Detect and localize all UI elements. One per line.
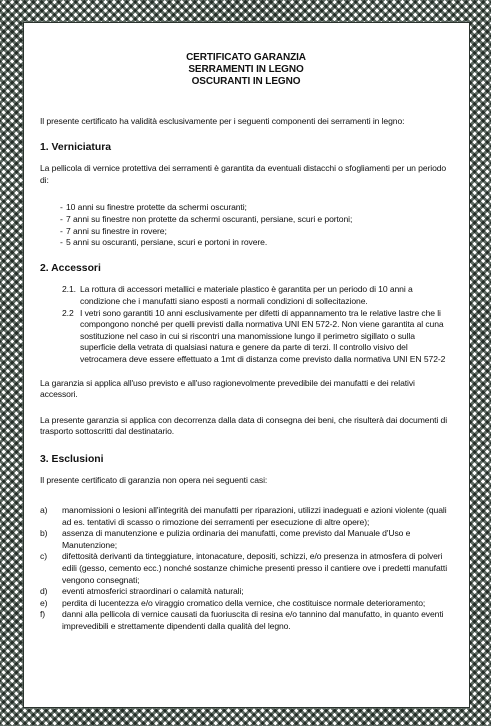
list-item: - 10 anni su finestre protette da schermi oscuranti; [60, 202, 452, 214]
item-text: I vetri sono garantiti 10 anni esclusivamente per difetti di appannamento tra le relative lastre che li compongono nonché per quelli previsti dalla normativa UNI EN 572-2. Non viene garantita al cuna sostituzione nel caso in cui si riscontri una manomissione lungo il perimetro sigillato o sulla superficie della vetrata di qualsiasi natura e genere da parte di terzi. Il controllo visivo del vetrocamera deve essere effettuato a 1mt di distanza come previsto dalla normativa UNI EN 572-2 [80, 307, 446, 364]
intro-paragraph: Il presente certificato ha validità esclusivamente per i seguenti componenti dei serramenti in legno: [40, 116, 405, 126]
item-letter: c) [40, 551, 47, 562]
item-letter: e) [40, 597, 48, 608]
list-item [40, 528, 452, 551]
list-item [40, 586, 452, 598]
verniciatura-list [40, 202, 452, 248]
item-text: assenza di manutenzione e pulizia ordinaria dei manufatti, come previsto dal Manuale d'Uso e Manutenzione; [62, 528, 411, 550]
list-item [62, 308, 452, 366]
accessori-list [40, 284, 452, 365]
list-item [40, 505, 452, 528]
title-line-2: SERRAMENTI IN LEGNO [188, 64, 304, 75]
document-title [40, 52, 452, 88]
section-heading-accessori: 2. Accessori [40, 262, 101, 274]
item-text: difettosità derivanti da tinteggiature, intonacature, depositi, schizzi, e/o presenza in atmosfera di polveri edili (gesso, cemento ecc.) nonché sostanze chimiche presenti presso il cantiere ove i predetti manufatti vengono consegnati; [62, 551, 448, 585]
verniciatura-text: La pellicola di vernice protettiva dei serramenti è garantita da eventuali distacchi o sfogliamenti per un periodo di: [40, 163, 447, 185]
item-text: perdita di lucentezza e/o viraggio cromatico della vernice, che costituisce normale deterioramento; [62, 597, 426, 608]
item-text: eventi atmosferici straordinari o calamità naturali; [62, 586, 244, 597]
esclusioni-list [40, 505, 452, 633]
item-letter: b) [40, 528, 48, 539]
esclusioni-text: Il presente certificato di garanzia non opera nei seguenti casi: [40, 475, 268, 486]
item-text: La rottura di accessori metallici e materiale plastico è garantita per un periodo di 10 anni a condizione che i manufatti siano esposti a normali condizioni di sollecitazione. [80, 284, 413, 306]
accessori-paragraph-2: La presente garanzia si applica con decorrenza dalla data di consegna dei beni, che risulterà dai documenti di trasporto sottoscritti dal destinatario. [40, 414, 448, 437]
section-heading-verniciatura: 1. Verniciatura [40, 141, 112, 153]
list-item: - 5 anni su oscuranti, persiane, scuri e portoni in rovere. [60, 237, 452, 249]
list-item [62, 284, 452, 307]
item-number: 2.2 [62, 307, 74, 318]
title-line-3: OSCURANTI IN LEGNO [191, 76, 301, 87]
document-body [40, 52, 452, 633]
item-text: manomissioni o lesioni all'integrità dei manufatti per riparazioni, utilizzi inadeguati e azioni violente (quali ad es. tentativi di scasso o rimozione dei serramenti per esecuzione di altre opere); [62, 505, 447, 527]
item-text: danni alla pellicola di vernice causati da fuoriuscita di resina e/o tannino dal manufatto, in quanto eventi imprevedibili e strettamente dipendenti dalla qualità del legno. [62, 609, 444, 631]
list-item [40, 598, 452, 610]
title-line-1: CERTIFICATO GARANZIA [186, 52, 306, 63]
accessori-paragraph-1: La garanzia si applica all'uso previsto e all'uso ragionevolmente prevedibile dei manufatti e dei relativi accessori. [40, 377, 415, 400]
list-item: - 7 anni su finestre in rovere; [60, 226, 452, 238]
item-letter: a) [40, 505, 48, 516]
list-item [40, 551, 452, 586]
item-number: 2.1. [62, 284, 76, 295]
item-letter: d) [40, 586, 48, 597]
section-heading-esclusioni: 3. Esclusioni [40, 453, 104, 465]
list-item [40, 609, 452, 632]
list-item: - 7 anni su finestre non protette da schermi oscuranti, persiane, scuri e portoni; [60, 214, 452, 226]
item-letter: f) [40, 609, 46, 620]
